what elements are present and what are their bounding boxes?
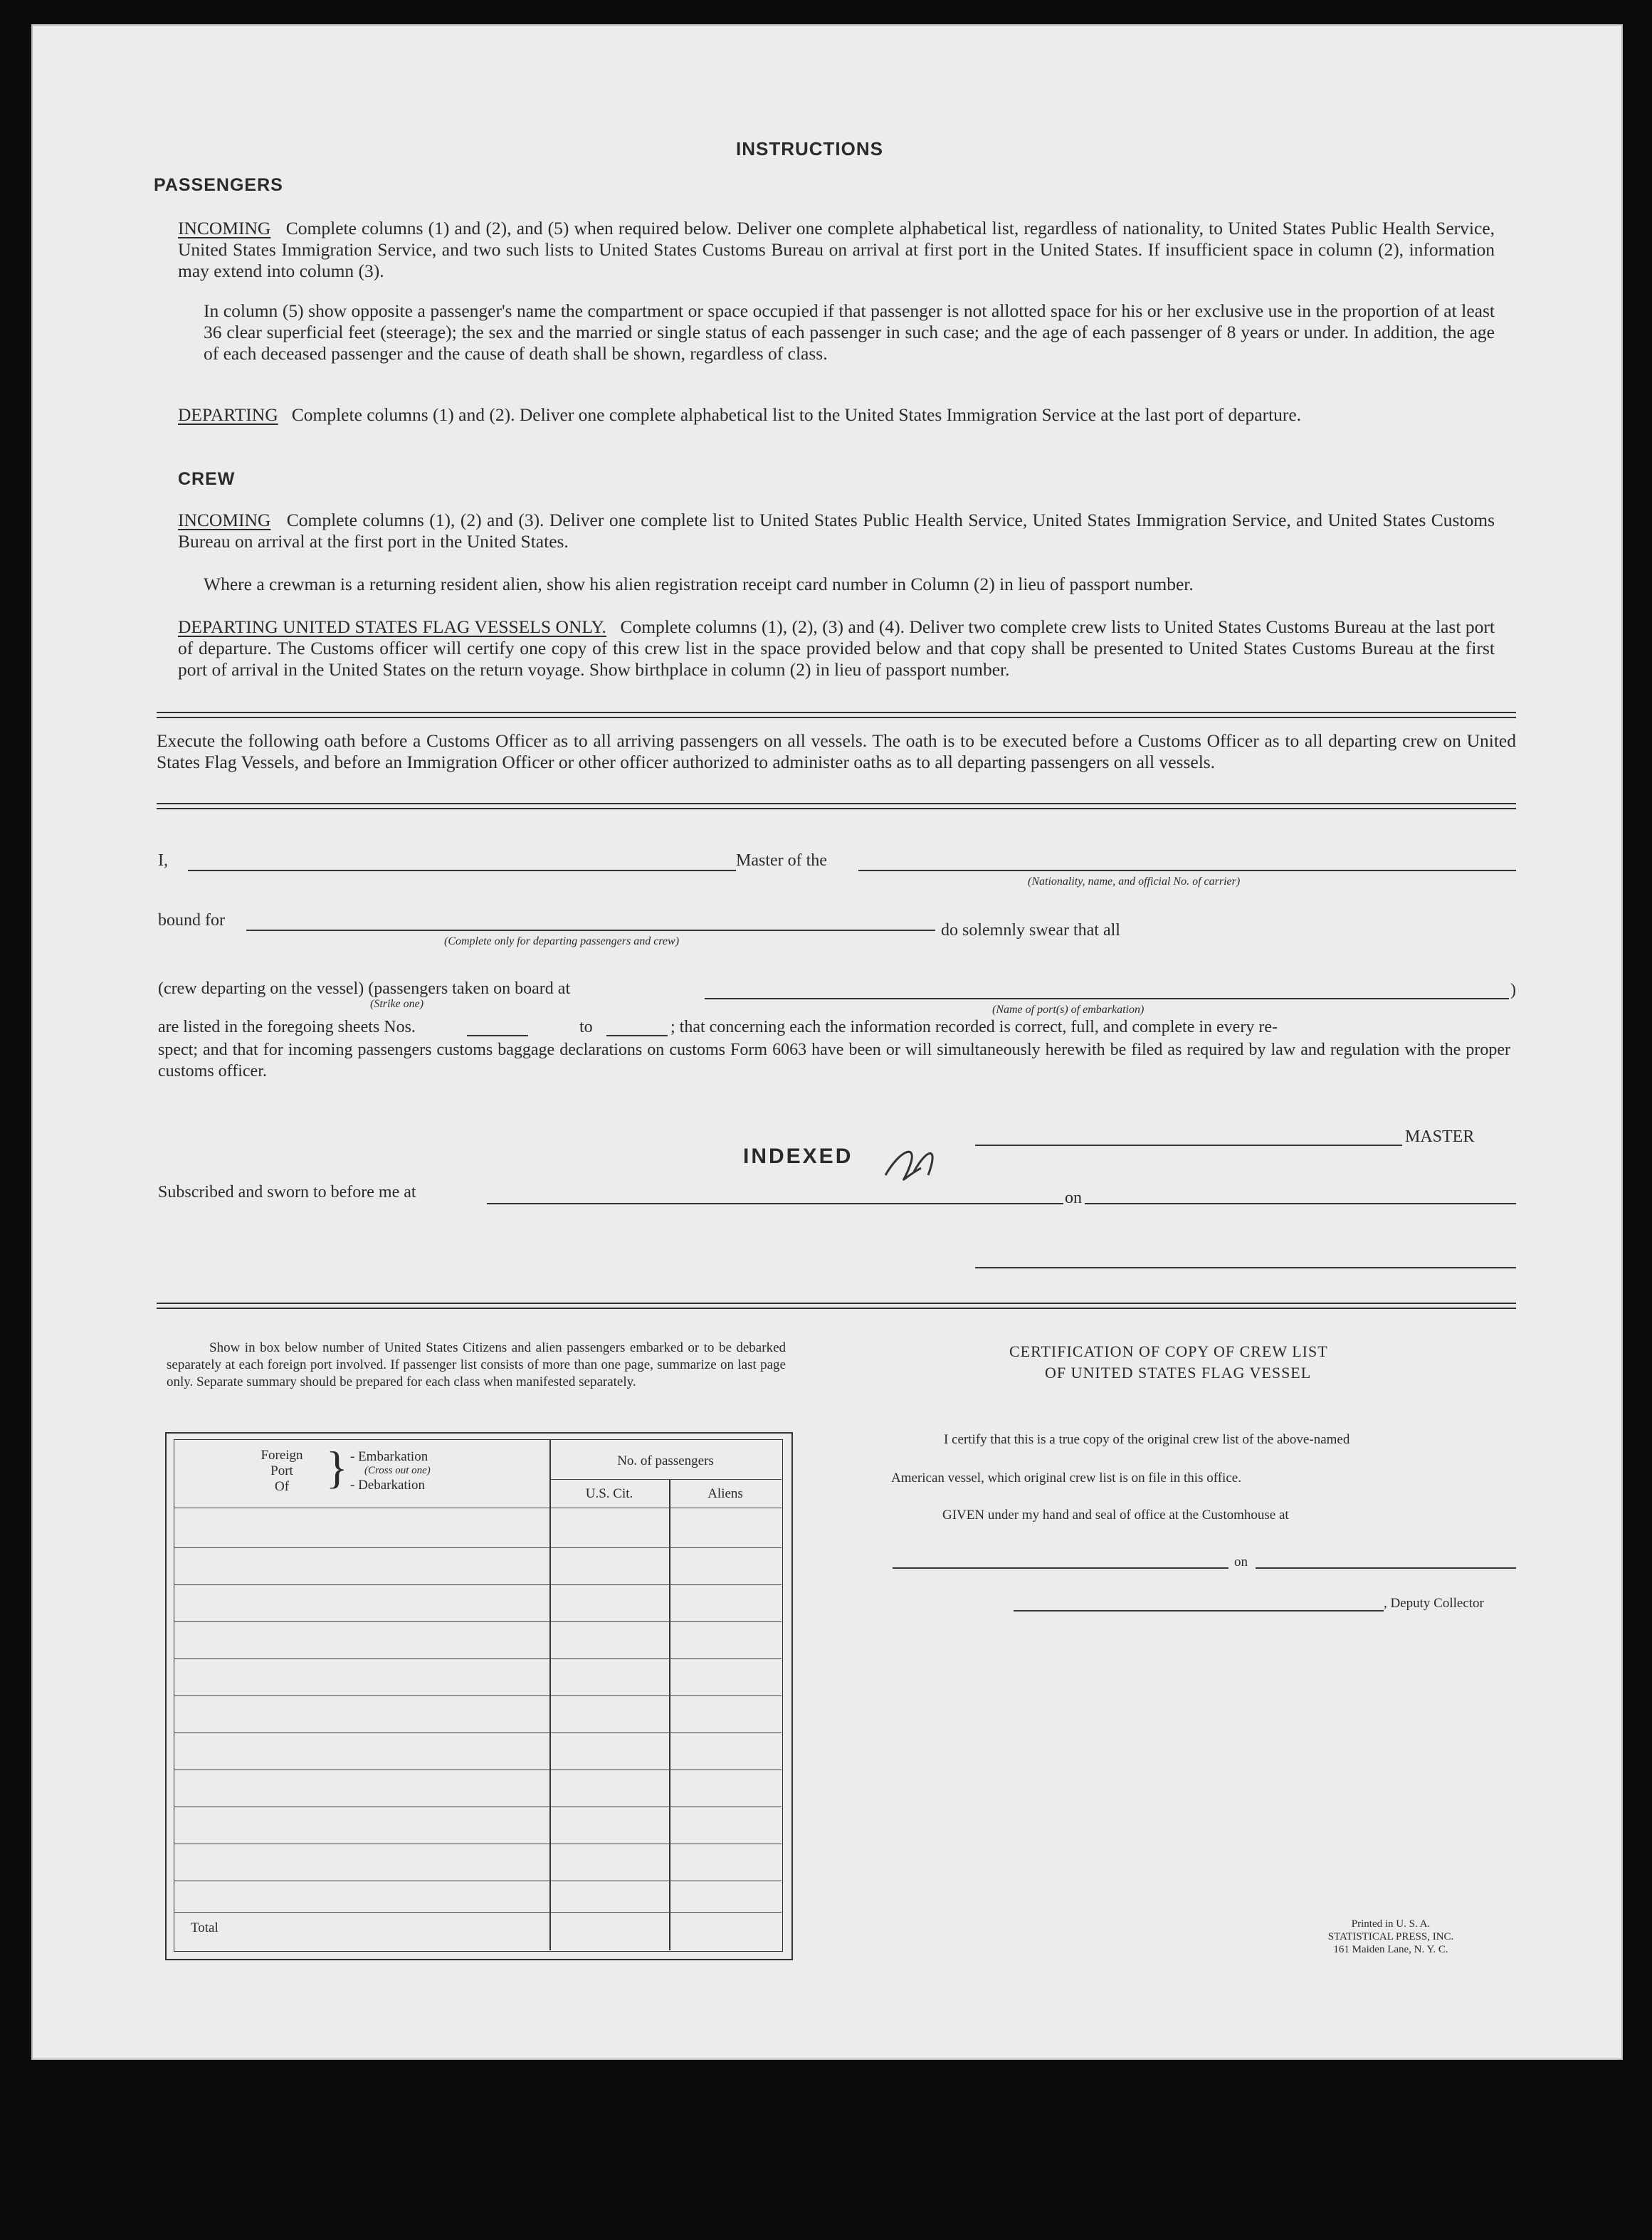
officer-signature-field[interactable] <box>975 1267 1516 1268</box>
passengers-departing-text: Complete columns (1) and (2). Deliver one complete alphabetical list to the United States Immigration Service at the last port of departure. <box>291 404 1302 425</box>
crew-resident-alien-text: Where a crewman is a returning resident alien, show his alien registration receipt card number in Column (2) in lieu of passport number. <box>204 574 1194 594</box>
printer-line: STATISTICAL PRESS, INC. <box>1327 1931 1454 1942</box>
listed-text-a: are listed in the foregoing sheets Nos. <box>158 1018 416 1036</box>
bound-for-label: bound for <box>158 911 225 930</box>
table-column-divider <box>549 1439 551 1950</box>
strike-one-caption: (Strike one) <box>370 998 424 1010</box>
crew-departing-text: (crew departing on the vessel) (passengers taken on board at <box>158 979 571 998</box>
embarkation-port-field[interactable] <box>705 998 1509 999</box>
listed-to: to <box>579 1018 593 1036</box>
table-header-divider <box>549 1479 782 1480</box>
brace-icon: } <box>326 1442 348 1493</box>
crew-departing-text: Complete columns (1), (2), (3) and (4). Deliver two complete crew lists to United States Customs Bureau at the last port of departure. The Customs officer will certify one copy of this crew list in the space provided below and that copy shall be presented to United States Customs Bureau at the first port of arrival in the United States on the return voyage. Show birthplace in column (2) in lieu of passport number. <box>178 616 1495 680</box>
passengers-departing-label: DEPARTING <box>178 404 278 425</box>
certification-on-label: on <box>1234 1555 1248 1569</box>
close-paren: ) <box>1510 981 1516 999</box>
passengers-heading: PASSENGERS <box>154 175 283 195</box>
table-row[interactable] <box>174 1912 782 1913</box>
section-divider <box>157 1303 1516 1309</box>
section-divider <box>157 803 1516 809</box>
passengers-column5-paragraph: In column (5) show opposite a passenger's name the compartment or space occupied if that passenger is not allotted space for his or her exclusive use in the proportion of at least 36 clear superficial feet (steerage); the sex and the married or single status of each passenger in such case; and the age of each passenger of 8 years or under. In addition, the age of each deceased passenger and the cause of death shall be shown, regardless of class. <box>204 300 1495 364</box>
master-label: MASTER <box>1405 1127 1475 1146</box>
deputy-collector-label: , Deputy Collector <box>1384 1596 1484 1611</box>
embarkation-label: - Embarkation <box>350 1449 428 1464</box>
passengers-departing-paragraph <box>178 404 1495 426</box>
foreign-port-line: Of <box>274 1479 290 1494</box>
section-divider <box>157 712 1516 718</box>
printer-imprint <box>1284 1918 1498 1956</box>
certification-line-2: American vessel, which original crew list is on file in this office. <box>891 1471 1241 1486</box>
certification-heading-2: OF UNITED STATES FLAG VESSEL <box>1045 1364 1312 1382</box>
total-label: Total <box>191 1920 219 1935</box>
table-column-divider <box>669 1479 670 1950</box>
passengers-incoming-text: Complete columns (1) and (2), and (5) when required below. Deliver one complete alphabetical list, regardless of nationality, to United States Public Health Service, United States Immigration Service, and two such lists to United States Customs Bureau on arrival at first port in the United States. If insufficient space in column (2), information may extend into column (3). <box>178 218 1495 281</box>
master-of-the-label: Master of the <box>736 851 827 870</box>
table-row[interactable] <box>174 1732 782 1733</box>
certification-date-field[interactable] <box>1256 1567 1516 1569</box>
debarkation-label: - Debarkation <box>350 1478 425 1493</box>
table-row[interactable] <box>174 1621 782 1622</box>
listed-text-c: spect; and that for incoming passengers customs baggage declarations on customs Form 6063 have been or will simultaneously herewith be filed as required by law and regulation with the proper customs officer. <box>158 1041 1510 1080</box>
table-row[interactable] <box>174 1658 782 1659</box>
master-signature-field[interactable] <box>975 1145 1402 1146</box>
embarkation-caption: (Name of port(s) of embarkation) <box>992 1004 1145 1016</box>
passengers-incoming-paragraph <box>178 218 1495 282</box>
carrier-field[interactable] <box>858 870 1516 871</box>
subscribed-label: Subscribed and sworn to before me at <box>158 1183 416 1201</box>
oath-instruction: Execute the following oath before a Customs Officer as to all arriving passengers on all vessels. The oath is to be executed before a Customs Officer as to all departing crew on United States Flag Vessels, and before an Immigration Officer or other officer authorized to administer oaths as to all departing passengers on all vessels. <box>157 730 1516 772</box>
sworn-on-label: on <box>1065 1189 1082 1207</box>
crew-departing-paragraph <box>178 616 1495 680</box>
certification-line-1: I certify that this is a true copy of the original crew list of the above-named <box>944 1432 1350 1447</box>
bound-for-field[interactable] <box>246 930 935 931</box>
summary-instructions: Show in box below number of United States Citizens and alien passengers embarked or to be debarked separately at each foreign port involved. If passenger list consists of more than one page, summarize on last page only. Separate summary should be prepared for each class when manifested separately. <box>167 1340 786 1389</box>
crew-departing-label: DEPARTING UNITED STATES FLAG VESSELS ONLY. <box>178 616 606 637</box>
initials-mark <box>878 1136 942 1186</box>
certification-line-3: GIVEN under my hand and seal of office at the Customhouse at <box>942 1508 1289 1523</box>
customhouse-field[interactable] <box>893 1567 1229 1569</box>
printer-line: 161 Maiden Lane, N. Y. C. <box>1333 1944 1448 1955</box>
table-row[interactable] <box>174 1547 782 1548</box>
table-row[interactable] <box>174 1584 782 1585</box>
oath-i-label: I, <box>158 851 168 870</box>
crew-heading: CREW <box>178 469 236 489</box>
deputy-signature-field[interactable] <box>1014 1610 1384 1611</box>
sheets-to-field[interactable] <box>606 1035 668 1036</box>
crew-incoming-paragraph <box>178 510 1495 552</box>
certification-heading-1: CERTIFICATION OF COPY OF CREW LIST <box>1009 1342 1328 1360</box>
aliens-column-header: Aliens <box>707 1486 743 1501</box>
master-name-field[interactable] <box>188 870 736 871</box>
page-title: INSTRUCTIONS <box>736 138 883 159</box>
swear-text: do solemnly swear that all <box>941 921 1120 940</box>
indexed-stamp: INDEXED <box>743 1145 853 1168</box>
form-page <box>31 24 1623 2060</box>
printer-line: Printed in U. S. A. <box>1351 1918 1431 1930</box>
carrier-caption: (Nationality, name, and official No. of carrier) <box>1028 876 1241 888</box>
sheets-from-field[interactable] <box>467 1035 528 1036</box>
passengers-column-header: No. of passengers <box>617 1453 714 1468</box>
us-citizens-column-header: U.S. Cit. <box>585 1486 633 1501</box>
foreign-port-line: Foreign <box>261 1448 303 1463</box>
bound-caption: (Complete only for departing passengers and crew) <box>444 935 680 947</box>
cross-out-caption: (Cross out one) <box>364 1465 431 1476</box>
foreign-port-line: Port <box>270 1463 293 1478</box>
passengers-incoming-label: INCOMING <box>178 218 271 238</box>
table-row[interactable] <box>174 1695 782 1696</box>
foreign-port-label <box>253 1448 310 1495</box>
sworn-date-field[interactable] <box>1085 1203 1516 1204</box>
crew-incoming-label: INCOMING <box>178 510 271 530</box>
crew-incoming-text: Complete columns (1), (2) and (3). Deliver one complete list to United States Public Health Service, United States Immigration Service, and United States Customs Bureau on arrival at the first port in the United States. <box>178 510 1495 552</box>
listed-text-b: ; that concerning each the information recorded is correct, full, and complete in every re- <box>670 1018 1278 1036</box>
sworn-place-field[interactable] <box>487 1203 1063 1204</box>
